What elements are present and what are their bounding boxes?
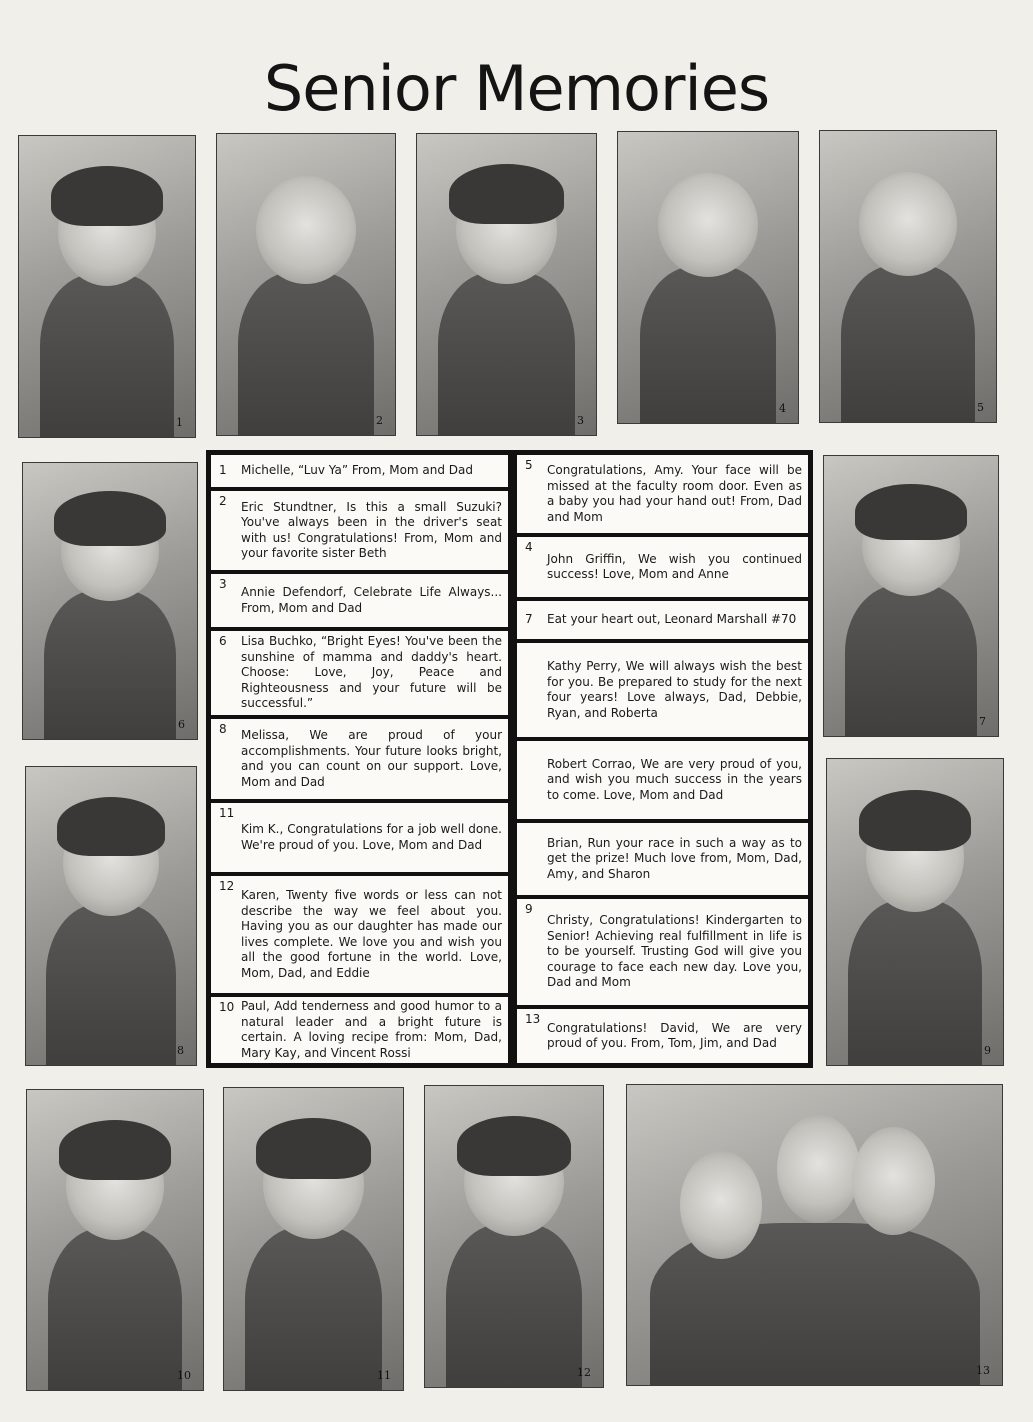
message-number: 7 xyxy=(525,612,533,627)
photo-number: 7 xyxy=(979,715,986,728)
message-text: Christy, Congratulations! Kindergarten to Senior! Achieving real fulfillment in life is to be yourself. Trusting God will give you courage to face each new day. Love you, Dad and Mom xyxy=(547,913,802,990)
photo-8 xyxy=(25,766,197,1066)
page-title: Senior Memories xyxy=(263,52,770,125)
message-text: Congratulations, Amy. Your face will be missed at the faculty room door. Even as a baby you had your hand out! From, Dad and Mom xyxy=(547,463,802,524)
message-text: Lisa Buchko, “Bright Eyes! You've been the sunshine of mamma and daddy's heart. Choose: Love, Joy, Peace and Righteousness and your future will be successful.” xyxy=(241,634,502,711)
photo-10 xyxy=(26,1089,204,1391)
photo-12 xyxy=(424,1085,604,1388)
message-number: 2 xyxy=(219,494,227,508)
message-text: Paul, Add tenderness and good humor to a natural leader and a bright future is certain. A loving recipe from: Mom, Dad, Mary Kay, and Vincent Rossi xyxy=(241,999,502,1060)
message-cell xyxy=(210,573,509,628)
photo-11 xyxy=(223,1087,404,1391)
message-cell xyxy=(210,875,509,994)
message-cell xyxy=(516,898,809,1006)
message-text: Brian, Run your race in such a way as to get the prize! Much love from, Mom, Dad, Amy, and Sharon xyxy=(547,835,802,881)
message-cell xyxy=(210,802,509,873)
message-number: 13 xyxy=(525,1012,541,1026)
message-number: 1 xyxy=(219,463,227,478)
photo-number: 12 xyxy=(577,1366,591,1379)
message-text: Eat your heart out, Leonard Marshall #70 xyxy=(547,612,797,627)
message-cell xyxy=(516,1008,809,1064)
message-text: Kathy Perry, We will always wish the best for you. Be prepared to study for the next four years! Love always, Dad, Debbie, Ryan, and Roberta xyxy=(547,659,802,720)
message-number: 5 xyxy=(525,458,533,472)
message-number: 3 xyxy=(219,577,227,591)
photo-number: 8 xyxy=(177,1044,184,1057)
message-cell xyxy=(516,822,809,896)
message-number: 6 xyxy=(219,634,227,648)
message-cell xyxy=(210,996,509,1064)
message-cell xyxy=(516,600,809,640)
message-number: 8 xyxy=(219,722,227,736)
message-number: 11 xyxy=(219,806,235,820)
photo-number: 13 xyxy=(976,1364,990,1377)
photo-5 xyxy=(819,130,997,423)
photo-number: 2 xyxy=(376,414,383,427)
message-cell xyxy=(516,454,809,534)
message-grid xyxy=(206,450,813,1068)
photo-number: 9 xyxy=(984,1044,991,1057)
photo-7 xyxy=(823,455,999,737)
photo-number: 5 xyxy=(977,401,984,414)
message-cell xyxy=(210,490,509,571)
photo-number: 1 xyxy=(176,416,183,429)
photo-4 xyxy=(617,131,799,424)
photo-number: 4 xyxy=(779,402,786,415)
message-number: 12 xyxy=(219,879,235,893)
message-column-left xyxy=(208,452,511,1066)
photo-number: 3 xyxy=(577,414,584,427)
message-text: Eric Stundtner, Is this a small Suzuki? You've always been in the driver's seat with us! Congratulations! From, Mom and your favorite sister Beth xyxy=(241,499,502,560)
photo-3 xyxy=(416,133,597,436)
message-number: 4 xyxy=(525,540,533,554)
message-text: Kim K., Congratulations for a job well done. We're proud of you. Love, Mom and Dad xyxy=(241,822,502,852)
message-text: Annie Defendorf, Celebrate Life Always... From, Mom and Dad xyxy=(241,585,502,615)
photo-number: 10 xyxy=(177,1369,191,1382)
message-column-right xyxy=(514,452,811,1066)
photo-13 xyxy=(626,1084,1003,1386)
message-cell xyxy=(516,642,809,738)
message-text: Robert Corrao, We are very proud of you, and wish you much success in the years to come. Love, Mom and Dad xyxy=(547,756,802,802)
message-number: 10 xyxy=(219,1000,235,1014)
message-text: Melissa, We are proud of your accomplishments. Your future looks bright, and you can count on our support. Love, Mom and Dad xyxy=(241,728,502,789)
message-text: Michelle, “Luv Ya” From, Mom and Dad xyxy=(241,463,474,478)
photo-9 xyxy=(826,758,1004,1066)
message-cell xyxy=(516,536,809,598)
message-text: John Griffin, We wish you continued success! Love, Mom and Anne xyxy=(547,551,802,581)
message-number: 9 xyxy=(525,902,533,916)
message-text: Karen, Twenty five words or less can not describe the way we feel about you. Having you as our daughter has made our lives complete. We love you and wish you all the good fortune in the world. Love, Mom, Dad, and Eddie xyxy=(241,888,502,980)
photo-number: 11 xyxy=(377,1369,391,1382)
message-cell xyxy=(210,630,509,716)
message-cell xyxy=(516,740,809,820)
message-cell xyxy=(210,454,509,488)
photo-6 xyxy=(22,462,198,740)
photo-1 xyxy=(18,135,196,438)
photo-number: 6 xyxy=(178,718,185,731)
photo-2 xyxy=(216,133,396,436)
message-text: Congratulations! David, We are very proud of you. From, Tom, Jim, and Dad xyxy=(547,1020,802,1050)
message-cell xyxy=(210,718,509,800)
